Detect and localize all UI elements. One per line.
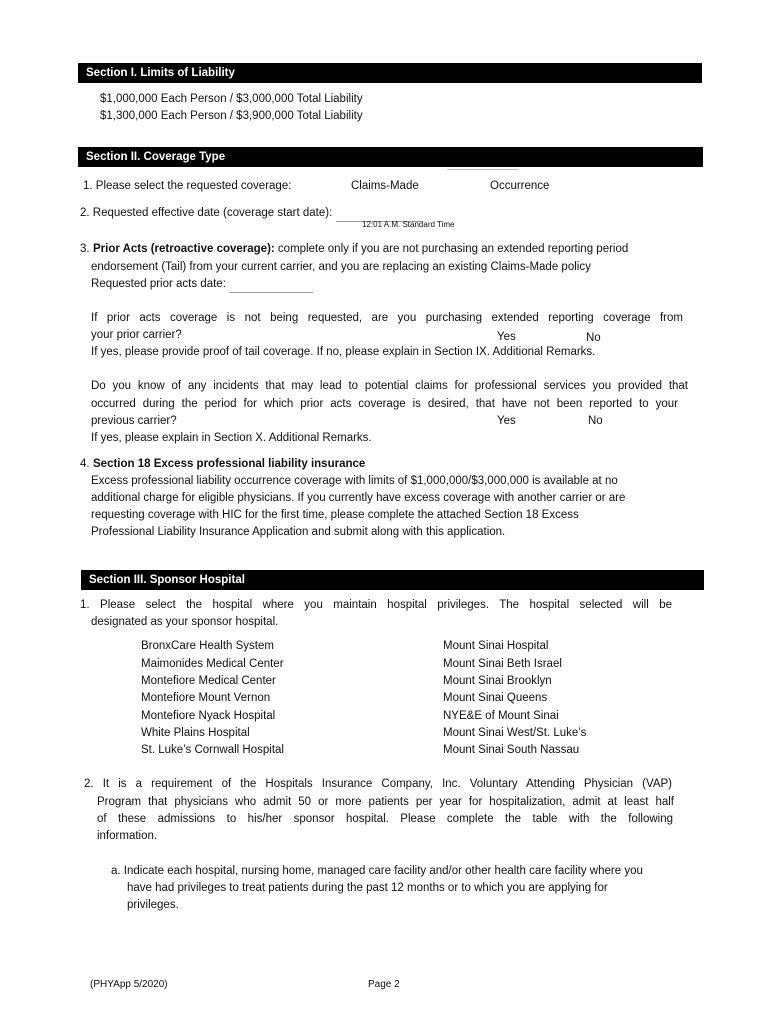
page-number: Page 2 (368, 979, 400, 990)
incidents-line-1: Do you know of any incidents that may lead to potential claims for professional services you provided that (91, 380, 688, 392)
hospital-option[interactable]: Mount Sinai Queens (443, 692, 548, 704)
hospital-option[interactable]: Mount Sinai Beth Israel (443, 658, 562, 670)
standard-time-note: 12:01 A.M. Standard Time (362, 220, 455, 229)
prior-acts-date-label: Requested prior acts date: (91, 278, 226, 290)
effective-date-label: 2. Requested effective date (coverage start date): (80, 207, 333, 219)
form-code: (PHYApp 5/2020) (90, 979, 168, 990)
occurrence-option[interactable]: Occurrence (490, 180, 550, 192)
prior-acts-line-2: endorsement (Tail) from your current carrier, and you are replacing an existing Claims-Made policy (91, 261, 591, 273)
section-1-title: Section I. Limits of Liability (86, 67, 235, 79)
tail-question-line-1: If prior acts coverage is not being requested, are you purchasing extended reporting coverage from (91, 312, 683, 324)
excess-line-3: requesting coverage with HIC for the first time, please complete the attached Section 18 Excess (91, 509, 579, 521)
sponsor-question-line-1: 1. Please select the hospital where you maintain hospital privileges. The hospital selected will be (80, 599, 672, 611)
limit-option-1[interactable]: $1,000,000 Each Person / $3,000,000 Total Liability (100, 93, 363, 105)
incidents-no-option[interactable]: No (588, 415, 603, 427)
incidents-line-2: occurred during the period for which prior acts coverage is desired, that have not been reported to your (91, 398, 678, 410)
sponsor-question-line-2: designated as your sponsor hospital. (91, 616, 279, 628)
divider-line (447, 169, 519, 170)
hospital-option[interactable]: Montefiore Nyack Hospital (141, 710, 276, 722)
hospital-option[interactable]: Maimonides Medical Center (141, 658, 284, 670)
section-2-title: Section II. Coverage Type (86, 151, 226, 163)
tail-proof-text: If yes, please provide proof of tail coverage. If no, please explain in Section IX. Additional Remarks. (91, 346, 596, 358)
prior-acts-line-1 (93, 241, 628, 258)
hospital-option[interactable]: White Plains Hospital (141, 727, 250, 739)
hospital-option[interactable]: BronxCare Health System (141, 640, 274, 652)
excess-line-2: additional charge for eligible physicians. If you currently have excess coverage with another carrier or are (91, 492, 626, 504)
excess-number: 4. (80, 458, 90, 470)
hospital-option[interactable]: Montefiore Mount Vernon (141, 692, 271, 704)
prior-acts-heading: Prior Acts (retroactive coverage): (93, 243, 275, 255)
excess-heading-text: Section 18 Excess professional liability insurance (93, 458, 366, 470)
hospital-option[interactable]: Mount Sinai Brooklyn (443, 675, 552, 687)
section-3-header (81, 570, 704, 590)
facility-line-1: a. Indicate each hospital, nursing home, managed care facility and/or other health care facility where you (111, 865, 643, 877)
prior-acts-date-row (91, 276, 313, 293)
hospital-option[interactable]: Montefiore Medical Center (141, 675, 276, 687)
incidents-yes-option[interactable]: Yes (497, 415, 516, 427)
incidents-line-3: previous carrier? (91, 415, 177, 427)
limit-option-2[interactable]: $1,300,000 Each Person / $3,900,000 Total Liability (100, 110, 363, 122)
tail-no-option[interactable]: No (586, 332, 601, 344)
hospital-option[interactable]: NYE&E of Mount Sinai (443, 710, 559, 722)
claims-made-option[interactable]: Claims-Made (351, 180, 419, 192)
coverage-question: 1. Please select the requested coverage: (83, 180, 292, 192)
excess-line-4: Professional Liability Insurance Application and submit along with this application. (91, 526, 506, 538)
hospital-option[interactable]: St. Luke’s Cornwall Hospital (141, 744, 284, 756)
tail-question-line-2: your prior carrier? (91, 329, 182, 341)
hospital-option[interactable]: Mount Sinai West/St. Luke’s (443, 727, 587, 739)
tail-yes-option[interactable]: Yes (497, 331, 516, 343)
section-2-header (78, 147, 703, 167)
excess-heading (93, 456, 365, 473)
vap-line-2: Program that physicians who admit 50 or more patients per year for hospitalization, admit at least half (97, 796, 674, 808)
excess-line-1: Excess professional liability occurrence coverage with limits of $1,000,000/$3,000,000 is available at no (91, 475, 618, 487)
hospital-option[interactable]: Mount Sinai South Nassau (443, 744, 580, 756)
facility-line-2: have had privileges to treat patients during the past 12 months or to which you are applying for (127, 882, 608, 894)
vap-line-4: information. (97, 830, 158, 842)
hospital-option[interactable]: Mount Sinai Hospital (443, 640, 549, 652)
vap-line-3: of these admissions to his/her sponsor hospital. Please complete the table with the following (97, 813, 673, 825)
incidents-explain-text: If yes, please explain in Section X. Additional Remarks. (91, 432, 372, 444)
section-3-title: Section III. Sponsor Hospital (89, 574, 245, 586)
section-1-header (78, 63, 702, 83)
prior-acts-number: 3. (80, 243, 90, 255)
facility-line-3: privileges. (127, 899, 179, 911)
prior-acts-text-1: complete only if you are not purchasing an extended reporting period (274, 243, 629, 255)
prior-acts-date-field[interactable] (229, 279, 313, 293)
vap-line-1: 2. It is a requirement of the Hospitals Insurance Company, Inc. Voluntary Attending Physician (VAP) (84, 778, 672, 790)
